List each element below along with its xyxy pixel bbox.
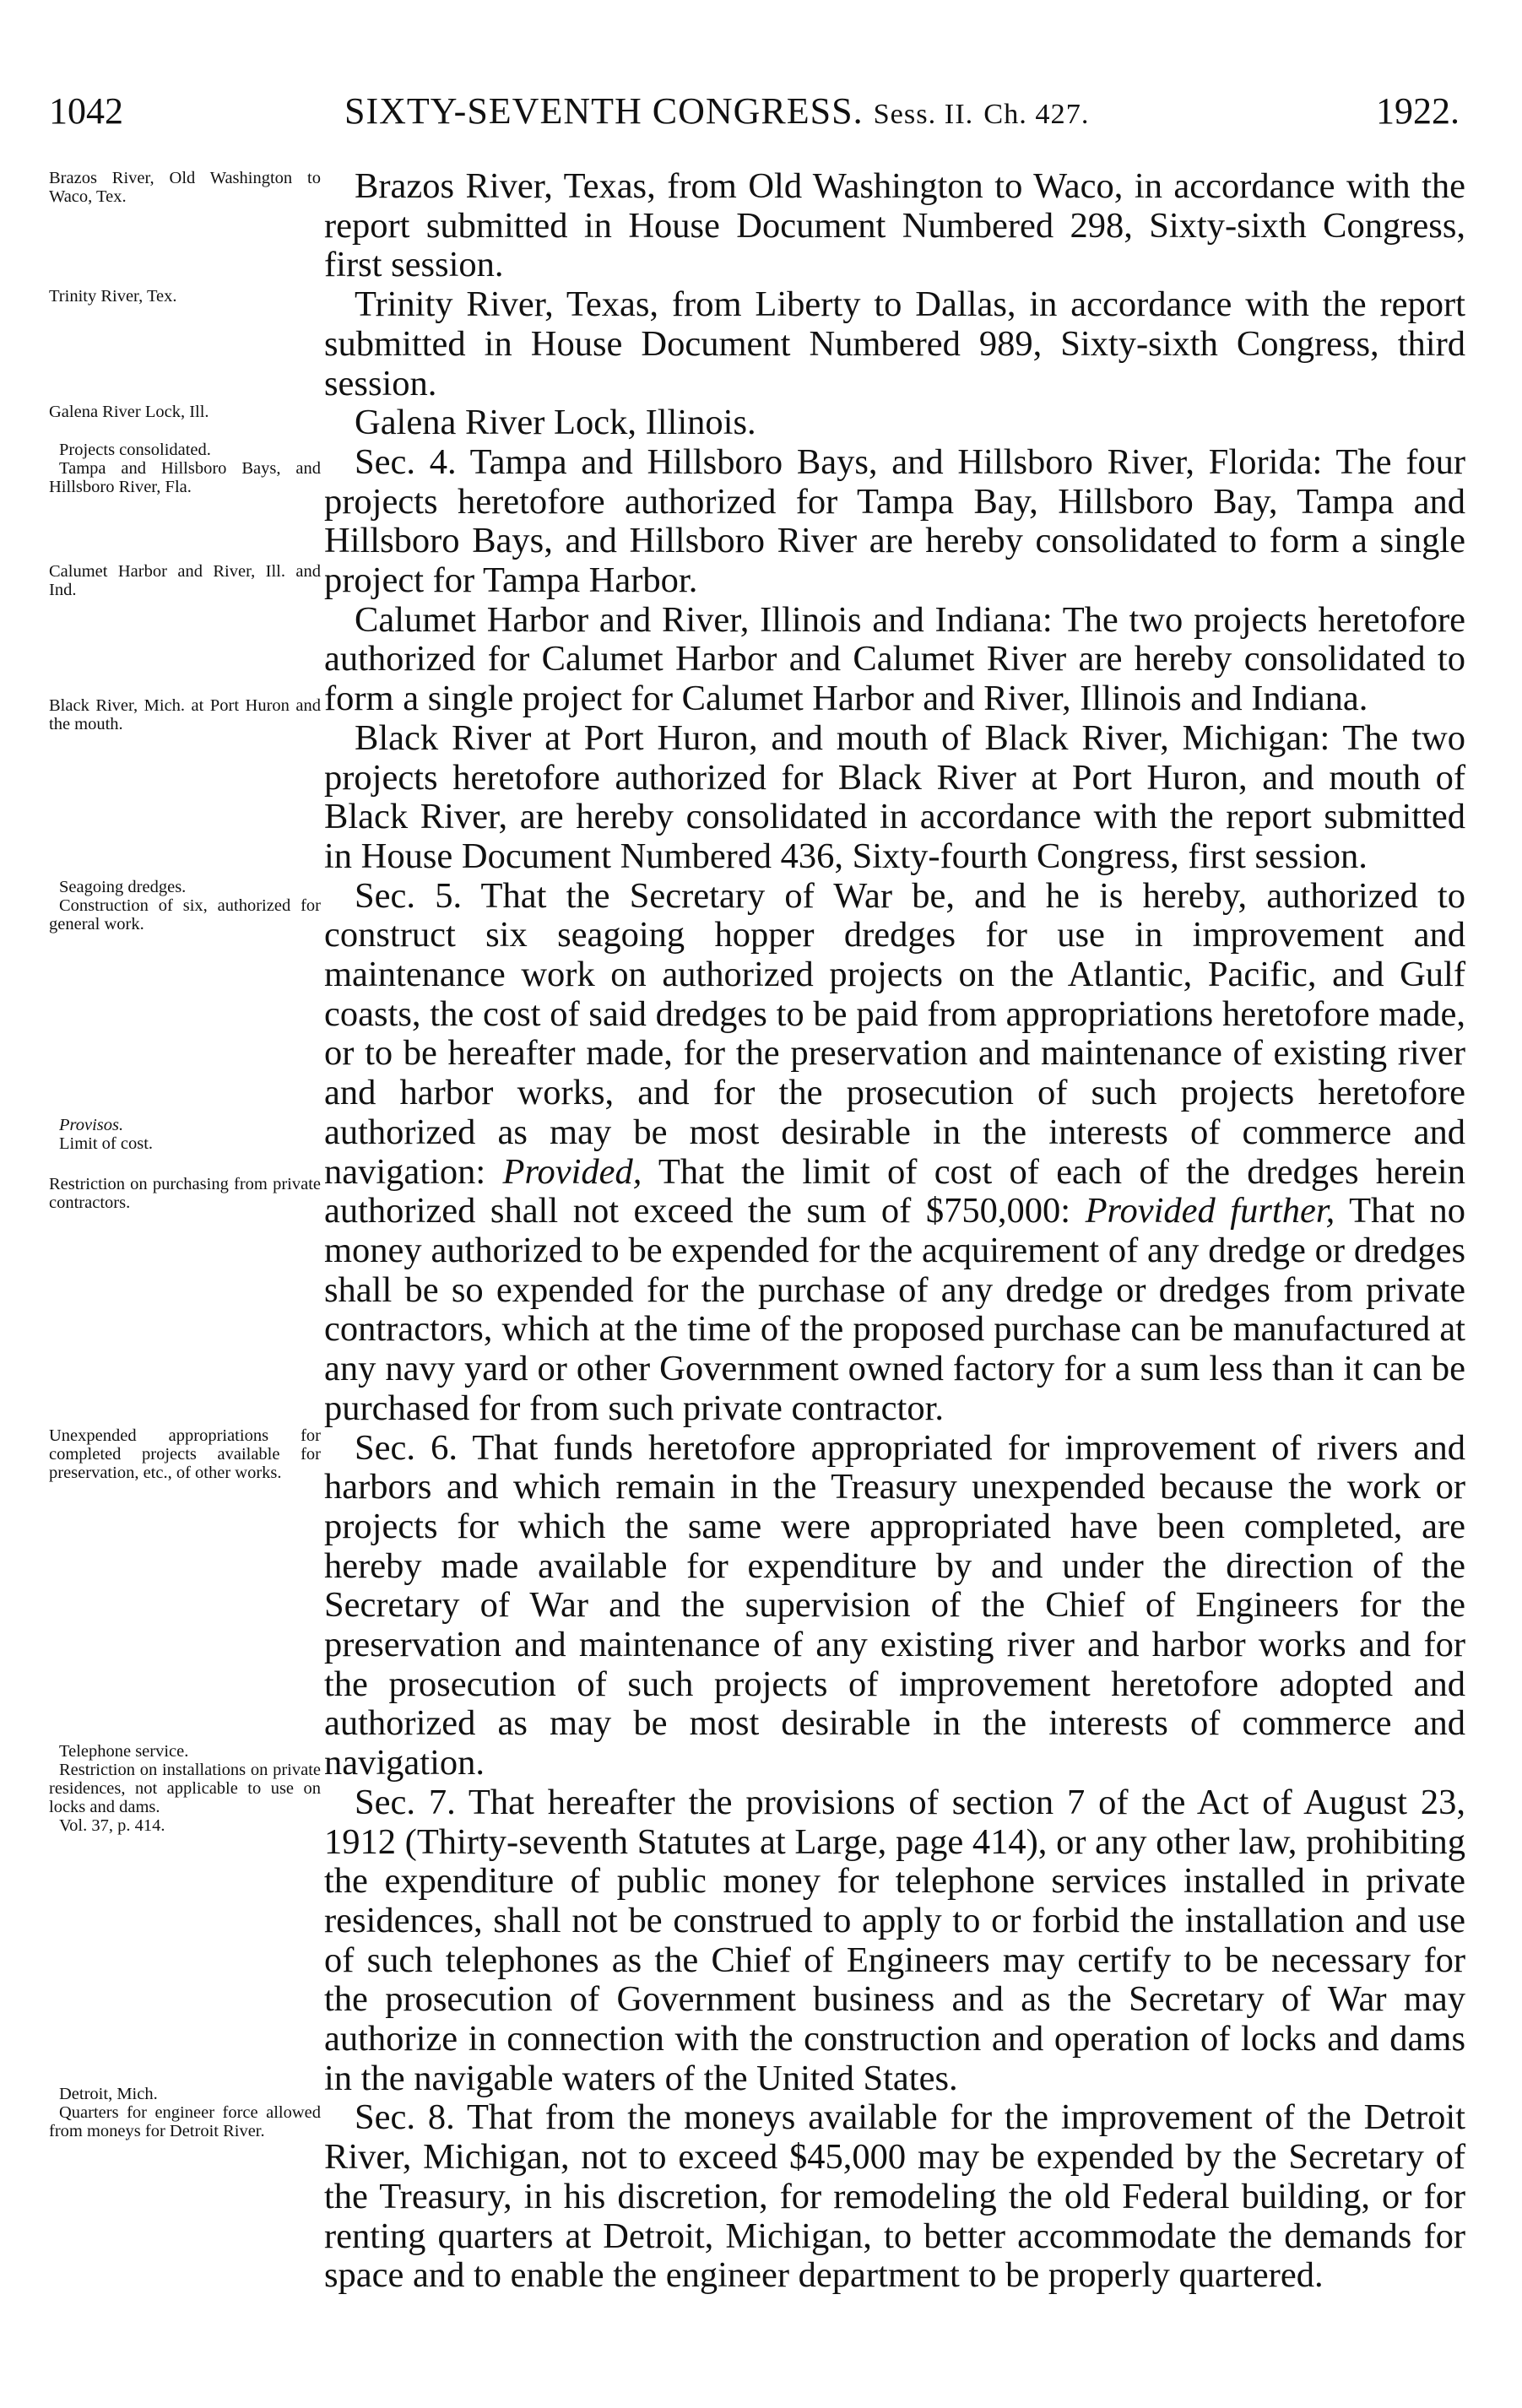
margin-note-telephone-restriction: Restriction on installations on private residences, not applicable to use on locks and dams. bbox=[49, 1761, 321, 1816]
proviso-provided-further: Provided further, bbox=[1085, 1191, 1335, 1231]
running-head bbox=[344, 86, 1089, 139]
paragraph-trinity: Trinity River, Texas, from Liberty to Dallas, in accordance with the report submitted in House Document Numbered 989, Sixty-sixth Congress, third session. bbox=[324, 284, 1465, 403]
margin-note-limit: Limit of cost. bbox=[59, 1134, 154, 1153]
congress-title: SIXTY-SEVENTH CONGRESS. bbox=[344, 90, 864, 132]
margin-note-detroit bbox=[49, 2085, 321, 2140]
sec-5-text-a: Sec. 5. That the Secretary of War be, and he is hereby, authorized to construct six seagoing hopper dredges for use in improvement and maintenance work on authorized projects on the Atlantic, Pacific, and Gulf coasts, the cost of said dredges to be paid from appropriations heretofore made, or to be hereafter made, for the preservation and maintenance of existing river and harbor works, and for the prosecution of such projects heretofore authorized as may be most desirable in the interests of commerce and navigation: bbox=[324, 875, 1465, 1192]
chapter-label: Ch. 427. bbox=[983, 98, 1090, 130]
margin-note-dredges bbox=[49, 878, 321, 933]
margin-note-trinity: Trinity River, Tex. bbox=[49, 287, 177, 306]
margin-note-projects bbox=[49, 441, 321, 496]
margin-note-calumet: Calumet Harbor and River, Ill. and Ind. bbox=[49, 562, 321, 599]
margin-note-galena: Galena River Lock, Ill. bbox=[49, 403, 209, 421]
margin-note-provisos-label: Provisos. bbox=[59, 1116, 124, 1134]
paragraph-sec-4: Sec. 4. Tampa and Hillsboro Bays, and Hillsboro River, Florida: The four projects heretofore authorized for Tampa Bay, Hillsboro Bay, Tampa and Hillsboro Bays, and Hillsboro River are hereby consolidated to form a single project for Tampa Harbor. bbox=[324, 441, 1465, 601]
margin-note-detroit-title: Detroit, Mich. bbox=[59, 2085, 158, 2103]
margin-note-restriction: Restriction on purchasing from private contractors. bbox=[49, 1175, 321, 1212]
body-text bbox=[324, 167, 1465, 2296]
page-header bbox=[49, 86, 1460, 137]
margin-note-telephone-title: Telephone service. bbox=[59, 1742, 189, 1761]
sec-5-text-b: That the limit of cost of each of the dredges herein authorized shall not exceed the sum of $750,000: bbox=[324, 1151, 1465, 1231]
margin-note-brazos: Brazos River, Old Washington to Waco, Tex. bbox=[49, 169, 321, 206]
page-year: 1922. bbox=[1376, 90, 1460, 132]
margin-note-seagoing: Seagoing dredges. bbox=[59, 878, 187, 896]
paragraph-sec-6: Sec. 6. That funds heretofore appropriated for improvement of rivers and harbors and which remain in the Treasury unexpended because the work or projects for which the same were appropriated have been completed, are hereby made available for expenditure by and under the direction of the Secretary of War and the supervision of the Chief of Engineers for the preservation and maintenance of any existing river and harbor works and for the prosecution of such projects of improvement heretofore adopted and authorized as may be most desirable in the interests of commerce and navigation. bbox=[324, 1427, 1465, 1783]
margin-note-detroit-quarters: Quarters for engineer force allowed from moneys for Detroit River. bbox=[49, 2103, 321, 2140]
paragraph-sec-8: Sec. 8. That from the moneys available for the improvement of the Detroit River, Michigan, not to exceed $45,000 may be expended by the Secretary of the Treasury, in his discretion, for remodeling the old Federal building, or for renting quarters at Detroit, Michigan, to better accommodate the demands for space and to enable the engineer department to be properly quartered. bbox=[324, 2097, 1465, 2296]
sec-5-text-c: That no money authorized to be expended for the acquirement of any dredge or dredges shall be so expended for the purchase of any dredge or dredges from private contractors, which at the time of the proposed purchase can be manufactured at any navy yard or other Government owned factory for a sum less than it can be purchased for from such private contractor. bbox=[324, 1191, 1465, 1428]
page-number: 1042 bbox=[49, 90, 123, 132]
margin-note-unexpended: Unexpended appropriations for completed projects available for preservation, etc., of other works. bbox=[49, 1426, 321, 1482]
margin-note-provisos bbox=[49, 1116, 321, 1153]
margin-note-black-river: Black River, Mich. at Port Huron and the mouth. bbox=[49, 696, 321, 733]
paragraph-galena: Galena River Lock, Illinois. bbox=[355, 403, 756, 443]
margin-note-consolidated: Projects consolidated. bbox=[59, 441, 211, 459]
proviso-provided: Provided, bbox=[502, 1151, 642, 1192]
paragraph-sec-7: Sec. 7. That hereafter the provisions of section 7 of the Act of August 23, 1912 (Thirty-seventh Statutes at Large, page 414), or any other law, prohibiting the expenditure of public money for telephone services installed in private residences, shall not be construed to apply to or forbid the installation and use of such telephones as the Chief of Engineers may certify to be necessary for the prosecution of Government business and as the Secretary of War may authorize in connection with the construction and operation of locks and dams in the navigable waters of the United States. bbox=[324, 1782, 1465, 2098]
paragraph-calumet: Calumet Harbor and River, Illinois and Indiana: The two projects heretofore authorized for Calumet Harbor and Calumet River are hereby consolidated to form a single project for Calumet Harbor and River, Illinois and Indiana. bbox=[324, 599, 1465, 719]
margin-note-tampa: Tampa and Hillsboro Bays, and Hillsboro River, Fla. bbox=[49, 459, 321, 496]
margin-note-construction: Construction of six, authorized for general work. bbox=[49, 896, 321, 933]
paragraph-brazos: Brazos River, Texas, from Old Washington to Waco, in accordance with the report submitted in House Document Numbered 298, Sixty-sixth Congress, first session. bbox=[324, 166, 1465, 285]
paragraph-black-river: Black River at Port Huron, and mouth of Black River, Michigan: The two projects heretofore authorized for Black River at Port Huron, and mouth of Black River, are hereby consolidated in accordance with the report submitted in House Document Numbered 436, Sixty-fourth Congress, first session. bbox=[324, 717, 1465, 876]
margin-note-telephone bbox=[49, 1742, 321, 1835]
margin-note-vol: Vol. 37, p. 414. bbox=[59, 1816, 165, 1835]
session-label: Sess. II. bbox=[873, 98, 974, 130]
paragraph-sec-5 bbox=[324, 877, 1465, 1429]
